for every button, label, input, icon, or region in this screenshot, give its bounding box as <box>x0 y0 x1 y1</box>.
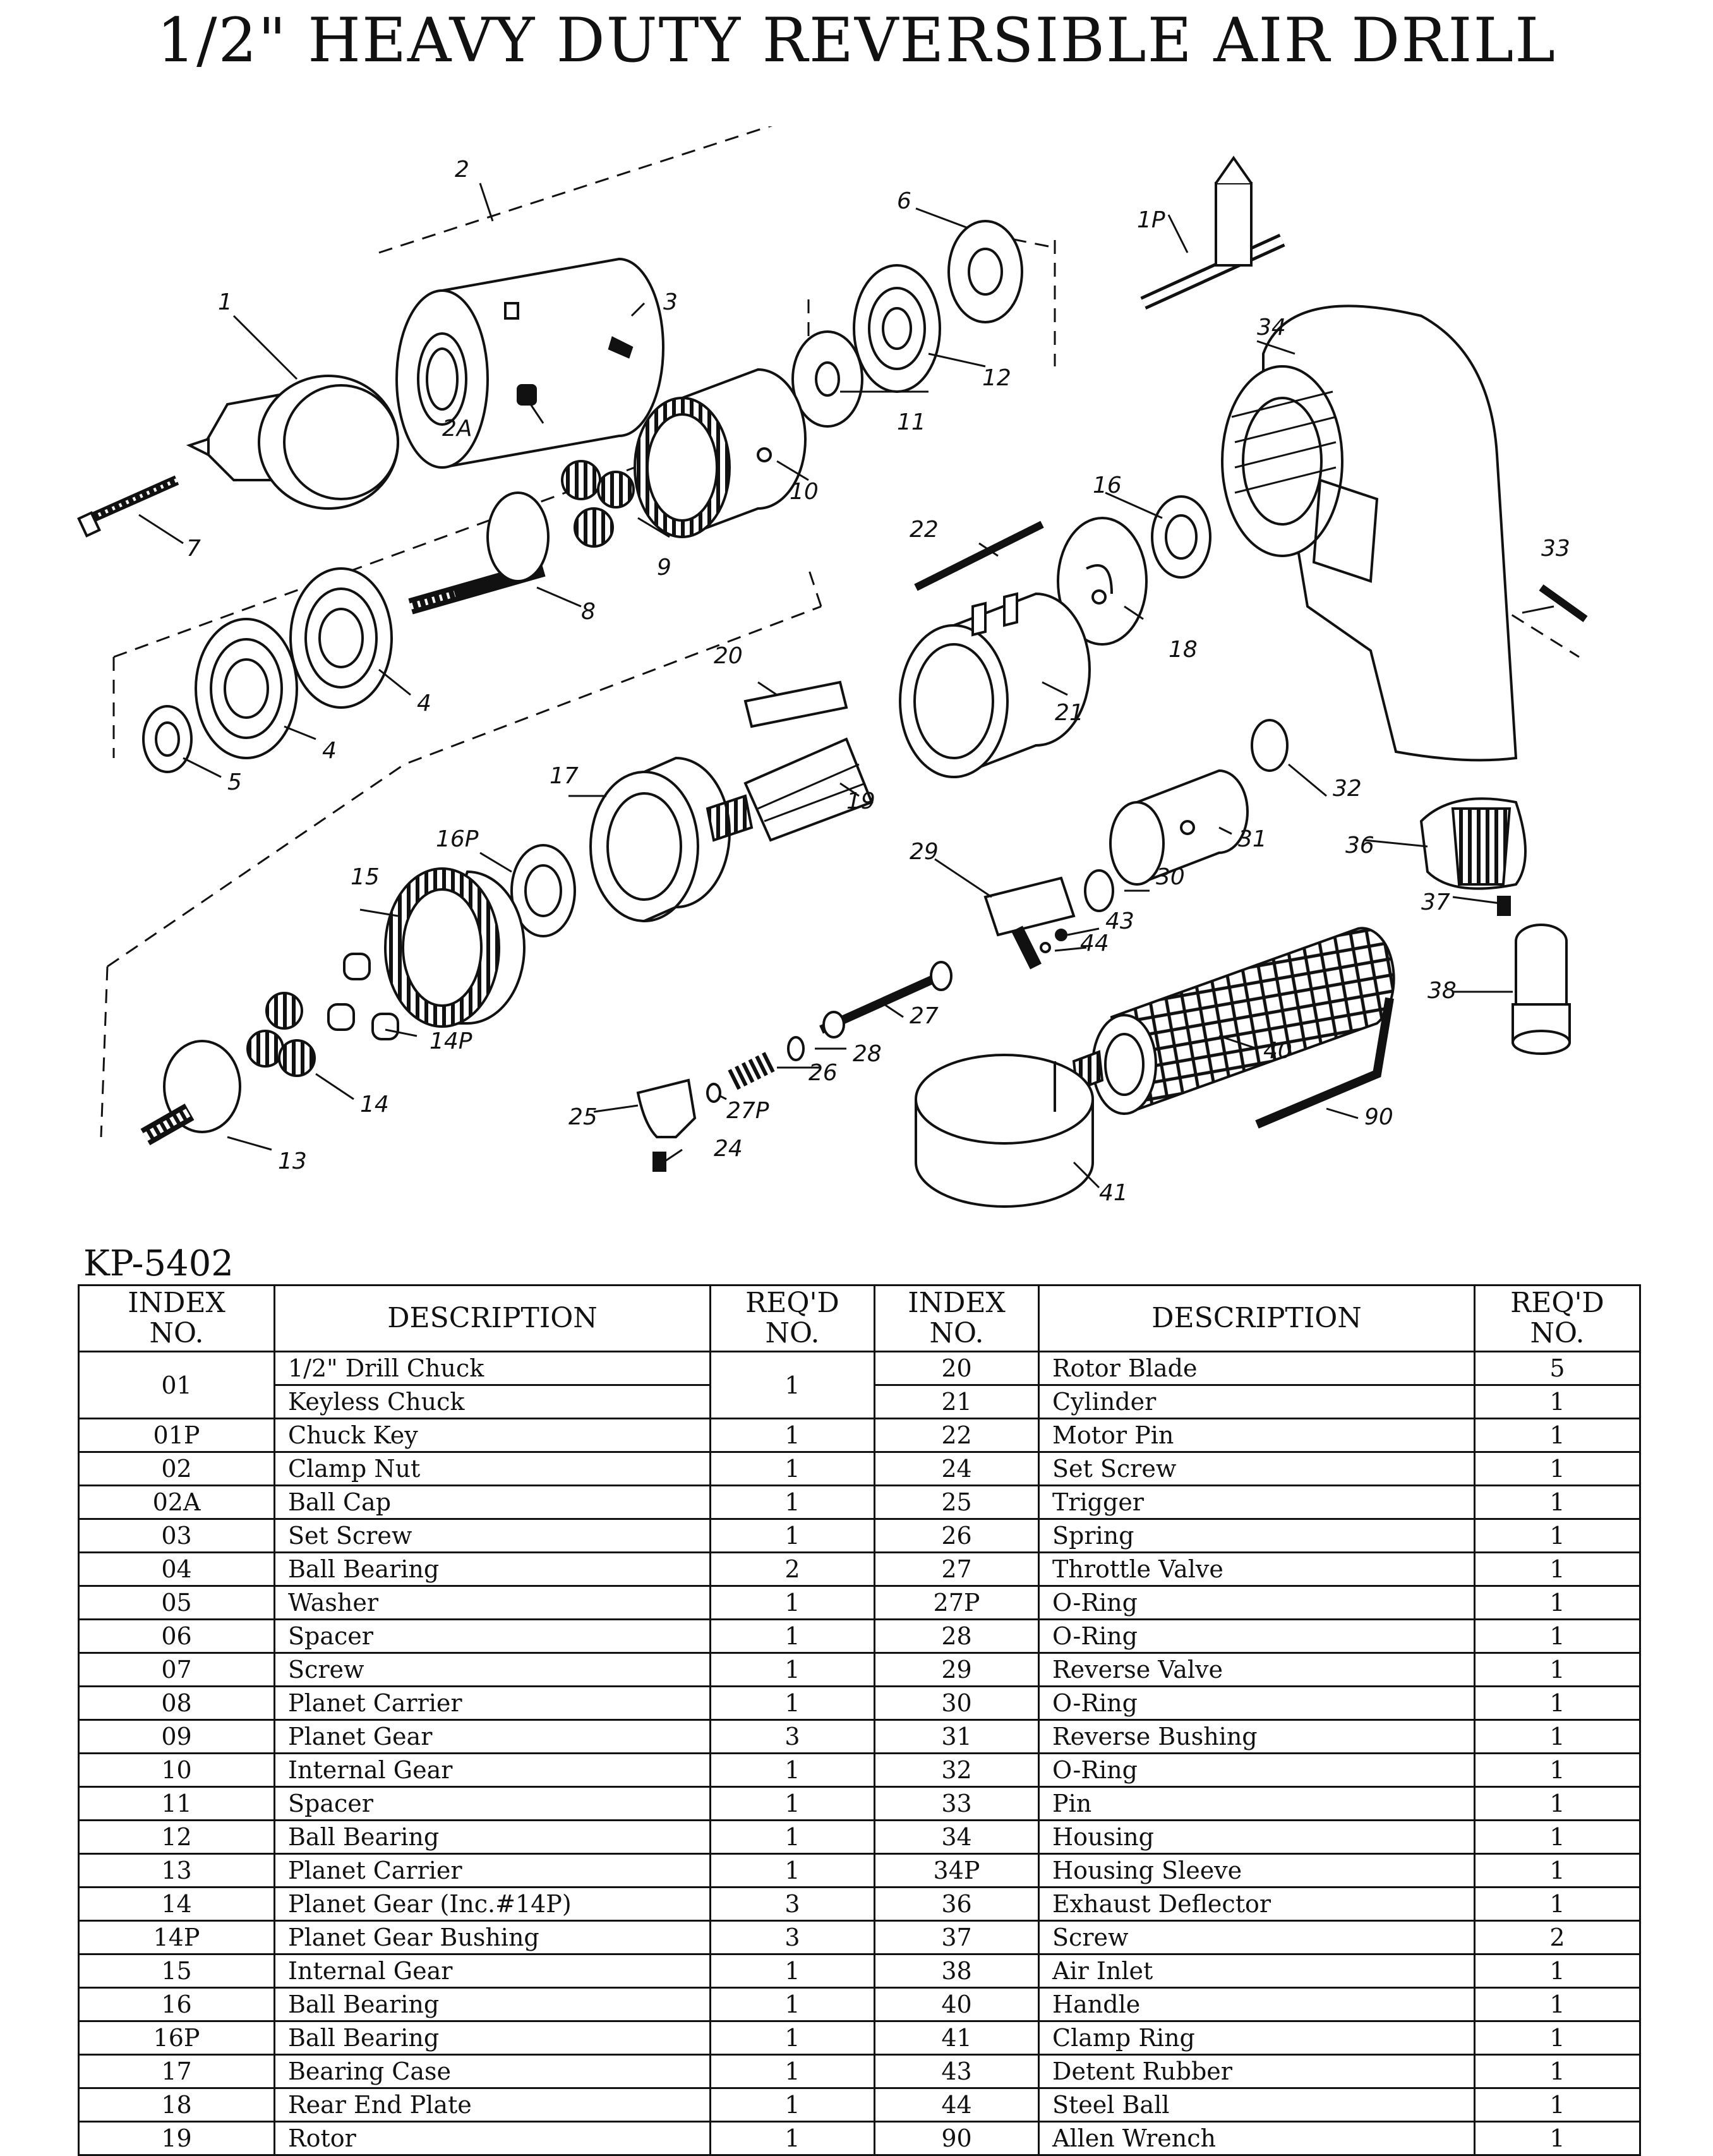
description-cell: Internal Gear <box>275 1754 711 1787</box>
callout-label: 9 <box>657 555 671 581</box>
description-cell: Detent Rubber <box>1039 2055 1475 2088</box>
header-reqd: REQ'D NO. <box>711 1286 875 1352</box>
callout-label: 1P <box>1137 207 1165 233</box>
description-cell: Rotor Blade <box>1039 1352 1475 1385</box>
table-row <box>79 1620 1640 1653</box>
cylinder-part <box>900 594 1090 777</box>
index-cell: 01 <box>79 1352 275 1419</box>
index-cell: 34P <box>875 1854 1039 1888</box>
index-cell: 06 <box>79 1620 275 1653</box>
table-row <box>79 1888 1640 1921</box>
qty-cell: 1 <box>711 1653 875 1687</box>
detent-rubber-part <box>1056 930 1066 940</box>
index-cell: 03 <box>79 1519 275 1553</box>
callout-label: 19 <box>846 788 875 814</box>
callout-label: 3 <box>663 289 678 315</box>
qty-cell: 1 <box>1475 2021 1640 2055</box>
callout-label: 25 <box>568 1104 598 1130</box>
qty-cell: 1 <box>711 2055 875 2088</box>
qty-cell: 1 <box>711 1954 875 1988</box>
page-title: 1/2" HEAVY DUTY REVERSIBLE AIR DRILL <box>157 5 1556 76</box>
o-ring-part <box>1252 720 1287 771</box>
qty-cell: 1 <box>711 1519 875 1553</box>
index-cell: 16P <box>79 2021 275 2055</box>
index-cell: 18 <box>79 2088 275 2122</box>
description-cell: 1/2" Drill Chuck <box>275 1352 711 1385</box>
qty-cell: 1 <box>1475 1720 1640 1754</box>
index-cell: 43 <box>875 2055 1039 2088</box>
index-cell: 30 <box>875 1687 1039 1720</box>
index-cell: 34 <box>875 1821 1039 1854</box>
index-cell: 02A <box>79 1486 275 1519</box>
qty-cell: 1 <box>711 1586 875 1620</box>
table-row <box>79 2055 1640 2088</box>
table-row <box>79 1452 1640 1486</box>
qty-cell: 1 <box>711 1787 875 1821</box>
description-cell: Ball Bearing <box>275 1988 711 2021</box>
index-cell: 07 <box>79 1653 275 1687</box>
description-cell: Rotor <box>275 2122 711 2155</box>
exhaust-deflector-part <box>1421 798 1525 888</box>
header-reqd: REQ'D NO. <box>1475 1286 1640 1352</box>
callout-label: 1 <box>218 289 232 315</box>
model-number: KP-5402 <box>83 1243 234 1284</box>
table-row <box>79 1787 1640 1821</box>
rotor-blade-part <box>745 682 846 726</box>
callout-label: 20 <box>714 643 743 669</box>
callout-label: 44 <box>1080 930 1109 956</box>
header-index: INDEX NO. <box>79 1286 275 1352</box>
callout-label: 15 <box>351 864 380 890</box>
description-cell: Cylinder <box>1039 1385 1475 1419</box>
callout-label: 33 <box>1541 536 1570 562</box>
qty-cell: 1 <box>711 1452 875 1486</box>
callout-label: 13 <box>278 1148 307 1174</box>
callout-label: 14P <box>430 1028 472 1054</box>
description-cell: O-Ring <box>1039 1754 1475 1787</box>
qty-cell: 1 <box>1475 1620 1640 1653</box>
description-cell: Trigger <box>1039 1486 1475 1519</box>
clamp-ring-part <box>916 1055 1093 1207</box>
description-cell: Rear End Plate <box>275 2088 711 2122</box>
qty-cell: 3 <box>711 1888 875 1921</box>
description-cell: Keyless Chuck <box>275 1385 711 1419</box>
index-cell: 28 <box>875 1620 1039 1653</box>
index-cell: 14P <box>79 1921 275 1954</box>
planet-gear-part <box>562 461 634 546</box>
parts-list-table <box>78 1284 1641 2156</box>
qty-cell: 1 <box>1475 1653 1640 1687</box>
index-cell: 11 <box>79 1787 275 1821</box>
table-row <box>79 1586 1640 1620</box>
description-cell: Planet Gear (Inc.#14P) <box>275 1888 711 1921</box>
callout-label: 21 <box>1055 700 1084 726</box>
table-row <box>79 1854 1640 1888</box>
table-row <box>79 1419 1640 1452</box>
table-row <box>79 1921 1640 1954</box>
qty-cell: 1 <box>711 2122 875 2155</box>
callout-label: 5 <box>227 769 242 795</box>
callout-label: 4 <box>417 690 431 716</box>
callout-label: 27 <box>910 1003 939 1029</box>
qty-cell: 3 <box>711 1720 875 1754</box>
description-cell: Screw <box>1039 1921 1475 1954</box>
index-cell: 37 <box>875 1921 1039 1954</box>
index-cell: 10 <box>79 1754 275 1787</box>
steel-ball-part <box>1041 943 1050 952</box>
description-cell: Steel Ball <box>1039 2088 1475 2122</box>
planet-carrier-part <box>411 493 548 606</box>
callout-label: 29 <box>910 839 939 865</box>
callout-label: 16 <box>1093 473 1122 498</box>
description-cell: Allen Wrench <box>1039 2122 1475 2155</box>
planet-carrier-part <box>145 1041 240 1137</box>
planet-gear-part <box>248 993 315 1076</box>
qty-cell: 1 <box>711 1988 875 2021</box>
qty-cell: 1 <box>1475 2122 1640 2155</box>
trigger-part <box>638 1080 695 1137</box>
description-cell: Screw <box>275 1653 711 1687</box>
index-cell: 27P <box>875 1586 1039 1620</box>
description-cell: O-Ring <box>1039 1586 1475 1620</box>
callout-label: 6 <box>897 188 911 214</box>
index-cell: 02 <box>79 1452 275 1486</box>
spacer-part <box>793 332 862 426</box>
description-cell: Washer <box>275 1586 711 1620</box>
qty-cell: 1 <box>711 1854 875 1888</box>
callout-label: 30 <box>1156 864 1185 890</box>
index-cell: 36 <box>875 1888 1039 1921</box>
spacer-part <box>949 221 1022 322</box>
index-cell: 19 <box>79 2122 275 2155</box>
air-inlet-part <box>1513 925 1570 1054</box>
callout-label: 28 <box>853 1041 882 1067</box>
description-cell: Spacer <box>275 1787 711 1821</box>
qty-cell: 1 <box>1475 1988 1640 2021</box>
index-cell: 04 <box>79 1553 275 1586</box>
description-cell: Motor Pin <box>1039 1419 1475 1452</box>
table-row <box>79 1821 1640 1854</box>
clamp-nut-part <box>397 259 663 467</box>
header-description: DESCRIPTION <box>275 1286 711 1352</box>
qty-cell: 1 <box>711 1687 875 1720</box>
description-cell: Pin <box>1039 1787 1475 1821</box>
qty-cell: 1 <box>711 1486 875 1519</box>
reverse-valve-part <box>985 878 1074 967</box>
qty-cell: 1 <box>1475 2055 1640 2088</box>
callout-label: 2A <box>442 416 472 442</box>
table-row <box>79 2021 1640 2055</box>
ball-bearing-part <box>291 569 392 708</box>
description-cell: Planet Gear Bushing <box>275 1921 711 1954</box>
qty-cell: 3 <box>711 1921 875 1954</box>
table-row <box>79 1754 1640 1787</box>
qty-cell: 2 <box>1475 1921 1640 1954</box>
callout-label: 10 <box>790 479 819 505</box>
callout-label: 4 <box>322 738 337 764</box>
ball-cap-part <box>518 385 536 404</box>
internal-gear-part <box>635 370 805 537</box>
qty-cell: 1 <box>1475 1888 1640 1921</box>
description-cell: Bearing Case <box>275 2055 711 2088</box>
callout-label: 27P <box>726 1098 769 1124</box>
callout-label: 8 <box>581 599 596 625</box>
index-cell: 31 <box>875 1720 1039 1754</box>
callout-label: 17 <box>550 763 579 789</box>
index-cell: 90 <box>875 2122 1039 2155</box>
index-cell: 40 <box>875 1988 1039 2021</box>
table-row <box>79 2122 1640 2155</box>
callout-label: 7 <box>186 536 201 562</box>
header-index: INDEX NO. <box>875 1286 1039 1352</box>
description-cell: Exhaust Deflector <box>1039 1888 1475 1921</box>
description-cell: Set Screw <box>275 1519 711 1553</box>
table-header-row <box>79 1286 1640 1352</box>
callout-label: 41 <box>1099 1180 1128 1206</box>
callout-label: 37 <box>1421 889 1450 915</box>
qty-cell: 1 <box>1475 1687 1640 1720</box>
qty-cell: 1 <box>711 1821 875 1854</box>
qty-cell: 1 <box>1475 1452 1640 1486</box>
description-cell: Ball Bearing <box>275 1553 711 1586</box>
table-row <box>79 1720 1640 1754</box>
description-cell: Housing <box>1039 1821 1475 1854</box>
description-cell: Reverse Bushing <box>1039 1720 1475 1754</box>
description-cell: Clamp Nut <box>275 1452 711 1486</box>
description-cell: Clamp Ring <box>1039 2021 1475 2055</box>
drill-chuck-part <box>189 376 398 509</box>
callout-label: 90 <box>1364 1104 1393 1130</box>
qty-cell: 1 <box>1475 1553 1640 1586</box>
table-row <box>79 1954 1640 1988</box>
index-cell: 20 <box>875 1352 1039 1385</box>
o-ring-part <box>788 1037 803 1060</box>
description-cell: Set Screw <box>1039 1452 1475 1486</box>
qty-cell: 1 <box>1475 1821 1640 1854</box>
qty-cell: 1 <box>1475 2088 1640 2122</box>
screw-part <box>79 480 177 536</box>
exploded-view-diagram <box>0 126 1713 1238</box>
index-cell: 14 <box>79 1888 275 1921</box>
table-row <box>79 1687 1640 1720</box>
index-cell: 27 <box>875 1553 1039 1586</box>
callout-label: 40 <box>1263 1038 1292 1064</box>
screw-part <box>1498 897 1510 915</box>
table-row <box>79 1519 1640 1553</box>
callout-label: 22 <box>910 517 939 543</box>
qty-cell: 1 <box>1475 1754 1640 1787</box>
description-cell: Spring <box>1039 1519 1475 1553</box>
index-cell: 25 <box>875 1486 1039 1519</box>
description-cell: Throttle Valve <box>1039 1553 1475 1586</box>
description-cell: Planet Carrier <box>275 1687 711 1720</box>
pin-part <box>1541 587 1585 619</box>
description-cell: Chuck Key <box>275 1419 711 1452</box>
index-cell: 16 <box>79 1988 275 2021</box>
index-cell: 12 <box>79 1821 275 1854</box>
qty-cell: 1 <box>711 1620 875 1653</box>
qty-cell: 1 <box>1475 1486 1640 1519</box>
callout-label: 11 <box>897 409 926 435</box>
table-row <box>79 1988 1640 2021</box>
description-cell: Ball Bearing <box>275 1821 711 1854</box>
table-row <box>79 1352 1640 1385</box>
callout-label: 12 <box>982 365 1011 391</box>
callout-label: 34 <box>1257 315 1286 340</box>
index-cell: 41 <box>875 2021 1039 2055</box>
description-cell: Planet Gear <box>275 1720 711 1754</box>
qty-cell: 1 <box>711 1754 875 1787</box>
table-row <box>79 1486 1640 1519</box>
qty-cell: 1 <box>1475 1954 1640 1988</box>
bearing-case-part <box>591 758 730 921</box>
index-cell: 15 <box>79 1954 275 1988</box>
index-cell: 01P <box>79 1419 275 1452</box>
description-cell: Handle <box>1039 1988 1475 2021</box>
qty-cell: 1 <box>711 2088 875 2122</box>
index-cell: 17 <box>79 2055 275 2088</box>
description-cell: O-Ring <box>1039 1687 1475 1720</box>
table-row <box>79 1553 1640 1586</box>
description-cell: Spacer <box>275 1620 711 1653</box>
callout-label: 32 <box>1333 776 1362 802</box>
ball-bearing-part <box>1152 497 1210 577</box>
index-cell: 38 <box>875 1954 1039 1988</box>
index-cell: 33 <box>875 1787 1039 1821</box>
description-cell: Air Inlet <box>1039 1954 1475 1988</box>
qty-cell: 1 <box>1475 1419 1640 1452</box>
ball-bearing-part <box>854 265 940 392</box>
o-ring-part <box>707 1084 720 1102</box>
callout-label: 2 <box>455 157 469 183</box>
index-cell: 26 <box>875 1519 1039 1553</box>
qty-cell: 1 <box>711 1419 875 1452</box>
qty-cell: 1 <box>1475 1586 1640 1620</box>
qty-cell: 2 <box>711 1553 875 1586</box>
table-row <box>79 2088 1640 2122</box>
index-cell: 24 <box>875 1452 1039 1486</box>
description-cell: Ball Bearing <box>275 2021 711 2055</box>
housing-part <box>1222 306 1516 760</box>
internal-gear-part <box>385 869 524 1027</box>
index-cell: 32 <box>875 1754 1039 1787</box>
index-cell: 44 <box>875 2088 1039 2122</box>
description-cell: Housing Sleeve <box>1039 1854 1475 1888</box>
callout-label: 24 <box>714 1136 743 1162</box>
table-row <box>79 1653 1640 1687</box>
description-cell: Internal Gear <box>275 1954 711 1988</box>
description-cell: Reverse Valve <box>1039 1653 1475 1687</box>
callout-label: 16P <box>436 826 479 852</box>
qty-cell: 1 <box>1475 1787 1640 1821</box>
index-cell: 22 <box>875 1419 1039 1452</box>
description-cell: Ball Cap <box>275 1486 711 1519</box>
callout-label: 36 <box>1345 833 1374 858</box>
header-description: DESCRIPTION <box>1039 1286 1475 1352</box>
o-ring-part <box>1085 870 1113 911</box>
qty-cell: 1 <box>711 1352 875 1419</box>
qty-cell: 1 <box>711 2021 875 2055</box>
callout-label: 14 <box>360 1092 389 1117</box>
spring-part <box>733 1061 771 1080</box>
index-cell: 13 <box>79 1854 275 1888</box>
ball-bearing-part <box>196 619 297 758</box>
index-cell: 08 <box>79 1687 275 1720</box>
qty-cell: 1 <box>1475 1854 1640 1888</box>
callout-label: 43 <box>1105 908 1134 934</box>
index-cell: 05 <box>79 1586 275 1620</box>
index-cell: 21 <box>875 1385 1039 1419</box>
index-cell: 09 <box>79 1720 275 1754</box>
washer-part <box>143 706 191 772</box>
callout-label: 38 <box>1428 978 1457 1004</box>
index-cell: 29 <box>875 1653 1039 1687</box>
description-cell: O-Ring <box>1039 1620 1475 1653</box>
qty-cell: 1 <box>1475 1519 1640 1553</box>
description-cell: Planet Carrier <box>275 1854 711 1888</box>
qty-cell: 5 <box>1475 1352 1640 1385</box>
callout-label: 18 <box>1169 637 1198 663</box>
qty-cell: 1 <box>1475 1385 1640 1419</box>
callout-label: 26 <box>808 1060 838 1086</box>
callout-label: 31 <box>1238 826 1267 852</box>
